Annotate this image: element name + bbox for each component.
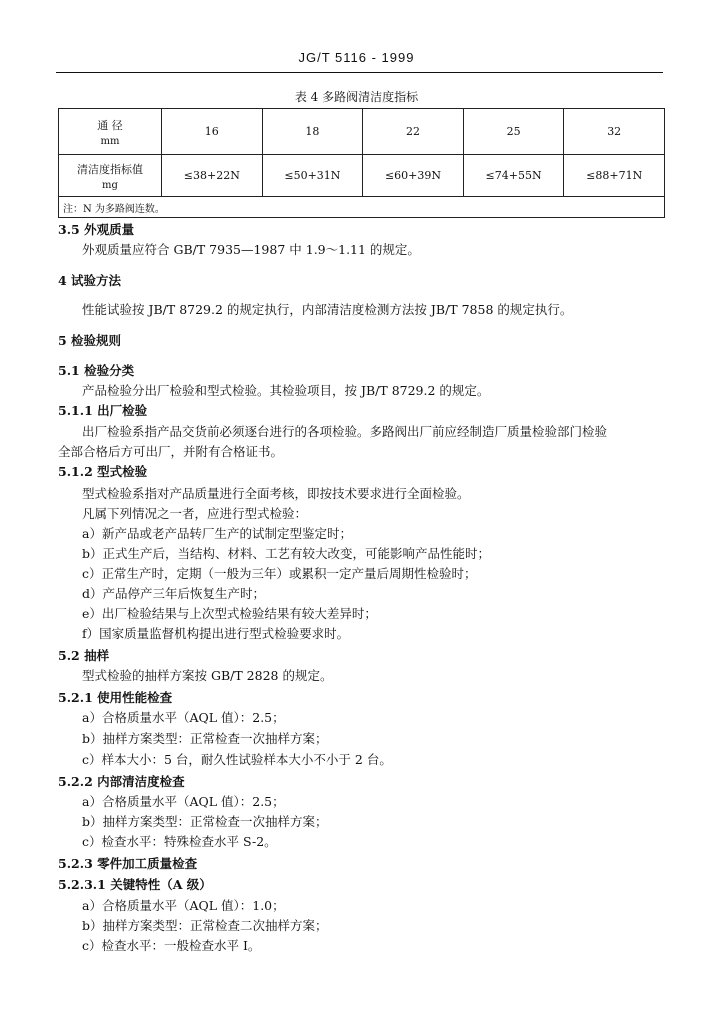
table-cell: 16 (162, 109, 263, 155)
paragraph-line: 型式检验系指对产品质量进行全面考核，即按技术要求进行全面检验。 (82, 486, 470, 501)
table-cell: ≤38+22N (162, 155, 263, 197)
row-header-cleanliness (59, 155, 162, 197)
list-item: b）正式生产后，当结构、材料、工艺有较大改变，可能影响产品性能时； (82, 546, 491, 561)
section-heading: 3.5 外观质量 (58, 222, 135, 237)
paragraph-line: 凡属下列情况之一者，应进行型式检验： (82, 506, 308, 521)
table-row-diameter (59, 109, 665, 155)
section-heading: 5.1.1 出厂检验 (58, 403, 148, 418)
paragraph-line: 出厂检验系指产品交货前必须逐台进行的各项检验。多路阀出厂前应经制造厂质量检验部门检验 (82, 424, 608, 439)
row-header-label: 通 径 (97, 118, 123, 132)
row-header-unit: mm (100, 135, 120, 147)
list-item: a）新产品或老产品转厂生产的试制定型鉴定时； (82, 526, 352, 541)
row-header-label: 清洁度指标值 (77, 162, 143, 176)
list-item: d）产品停产三年后恢复生产时； (82, 586, 266, 601)
table-cell: ≤50+31N (262, 155, 363, 197)
table-row-note (59, 197, 665, 218)
list-item: f）国家质量监督机构提出进行型式检验要求时。 (82, 626, 350, 641)
section-heading: 5.1.2 型式检验 (58, 464, 148, 479)
paragraph-line: 型式检验的抽样方案按 GB/T 2828 的规定。 (82, 668, 333, 683)
paragraph-line: 性能试验按 JB/T 8729.2 的规定执行，内部清洁度检测方法按 JB/T 7858 的规定执行。 (82, 302, 573, 317)
section-heading: 4 试验方法 (58, 273, 122, 288)
table-cell: ≤74+55N (463, 155, 564, 197)
header-rule (56, 72, 663, 73)
section-heading: 5.2.2 内部清洁度检查 (58, 774, 185, 789)
row-header-unit: mg (102, 179, 118, 191)
table-cell: ≤88+71N (564, 155, 665, 197)
paragraph-line: 全部合格后方可出厂，并附有合格证书。 (58, 444, 284, 459)
list-item: a）合格质量水平（AQL 值）：2.5； (82, 794, 285, 809)
section-heading: 5.2 抽样 (58, 648, 110, 663)
paragraph-line: 产品检验分出厂检验和型式检验。其检验项目，按 JB/T 8729.2 的规定。 (82, 383, 490, 398)
table-row-cleanliness (59, 155, 665, 197)
section-heading: 5.1 检验分类 (58, 363, 135, 378)
cleanliness-table (58, 108, 665, 218)
list-item: c）样本大小：5 台，耐久性试验样本大小不小于 2 台。 (82, 752, 392, 767)
list-item: a）合格质量水平（AQL 值）：2.5； (82, 710, 285, 725)
list-item: a）合格质量水平（AQL 值）：1.0； (82, 898, 285, 913)
list-item: b）抽样方案类型：正常检查一次抽样方案； (82, 731, 328, 746)
table-cell: ≤60+39N (363, 155, 464, 197)
list-item: b）抽样方案类型：正常检查一次抽样方案； (82, 814, 328, 829)
standard-code-header: JG/T 5116 - 1999 (298, 50, 415, 65)
paragraph-line: 外观质量应符合 GB/T 7935—1987 中 1.9～1.11 的规定。 (82, 242, 420, 257)
table-cell: 25 (463, 109, 564, 155)
section-heading: 5.2.3 零件加工质量检查 (58, 856, 198, 871)
list-item: c）检查水平：特殊检查水平 S-2。 (82, 834, 277, 849)
table-cell: 18 (262, 109, 363, 155)
list-item: c）正常生产时，定期（一般为三年）或累积一定产量后周期性检验时； (82, 566, 477, 581)
list-item: e）出厂检验结果与上次型式检验结果有较大差异时； (82, 606, 377, 621)
list-item: b）抽样方案类型：正常检查二次抽样方案； (82, 918, 328, 933)
row-header-diameter (59, 109, 162, 155)
section-heading: 5 检验规则 (58, 333, 122, 348)
table-cell: 32 (564, 109, 665, 155)
table-note: 注：N 为多路阀连数。 (59, 197, 665, 218)
list-item: c）检查水平：一般检查水平 Ⅰ。 (82, 938, 261, 953)
table-cell: 22 (363, 109, 464, 155)
section-heading: 5.2.3.1 关键特性（A 级） (58, 877, 212, 892)
table-caption: 表 4 多路阀清洁度指标 (294, 90, 419, 104)
section-heading: 5.2.1 使用性能检查 (58, 690, 173, 705)
